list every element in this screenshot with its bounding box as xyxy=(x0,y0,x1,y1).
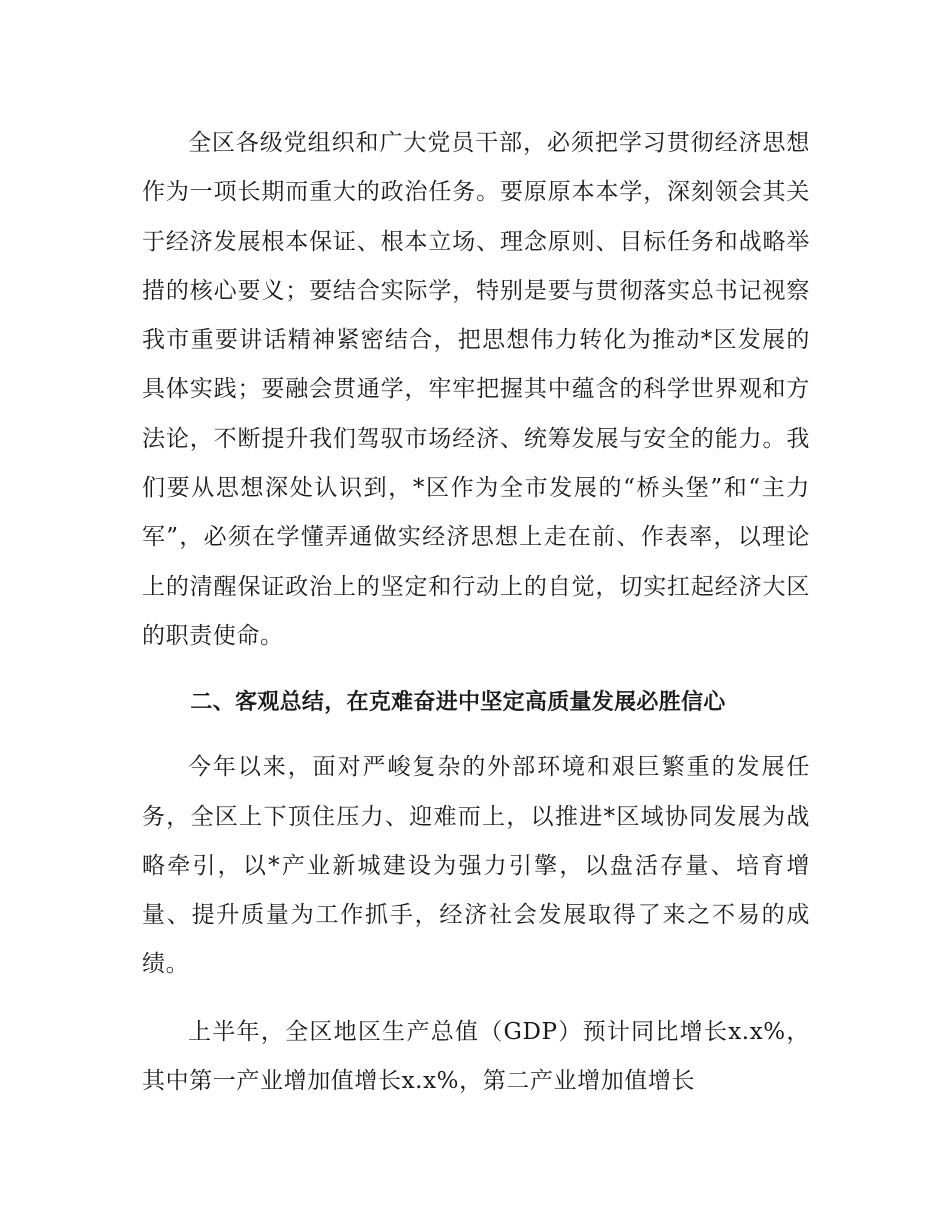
paragraph-gdp-growth: 上半年，全区地区生产总值（GDP）预计同比增长x.x%，其中第一产业增加值增长x.x%，第二产业增加值增长 xyxy=(142,1018,810,1095)
paragraph-achievements-overview: 今年以来，面对严峻复杂的外部环境和艰巨繁重的发展任务，全区上下顶住压力、迎难而上，以推进*区域协同发展为战略牵引，以*产业新城建设为强力引擎，以盘活存量、培育增量、提升质量为工作抓手，经济社会发展取得了来之不易的成绩。 xyxy=(142,754,810,978)
document-body xyxy=(142,119,810,1106)
paragraph-study-economic-thought: 全区各级党组织和广大党员干部，必须把学习贯彻经济思想作为一项长期而重大的政治任务。要原原本本学，深刻领会其关于经济发展根本保证、根本立场、理念原则、目标任务和战略举措的核心要义；要结合实际学，特别是要与贯彻落实总书记视察我市重要讲话精神紧密结合，把思想伟力转化为推动*区发展的具体实践；要融会贯通学，牢牢把握其中蕴含的科学世界观和方法论，不断提升我们驾驭市场经济、统筹发展与安全的能力。我们要从思想深处认识到，*区作为全市发展的“桥头堡”和“主力军”，必须在学懂弄通做实经济思想上走在前、作表率，以理论上的清醒保证政治上的坚定和行动上的自觉，切实扛起经济大区的职责使命。 xyxy=(142,130,810,649)
section-heading-2: 二、客观总结，在克难奋进中坚定高质量发展必胜信心 xyxy=(190,690,726,716)
